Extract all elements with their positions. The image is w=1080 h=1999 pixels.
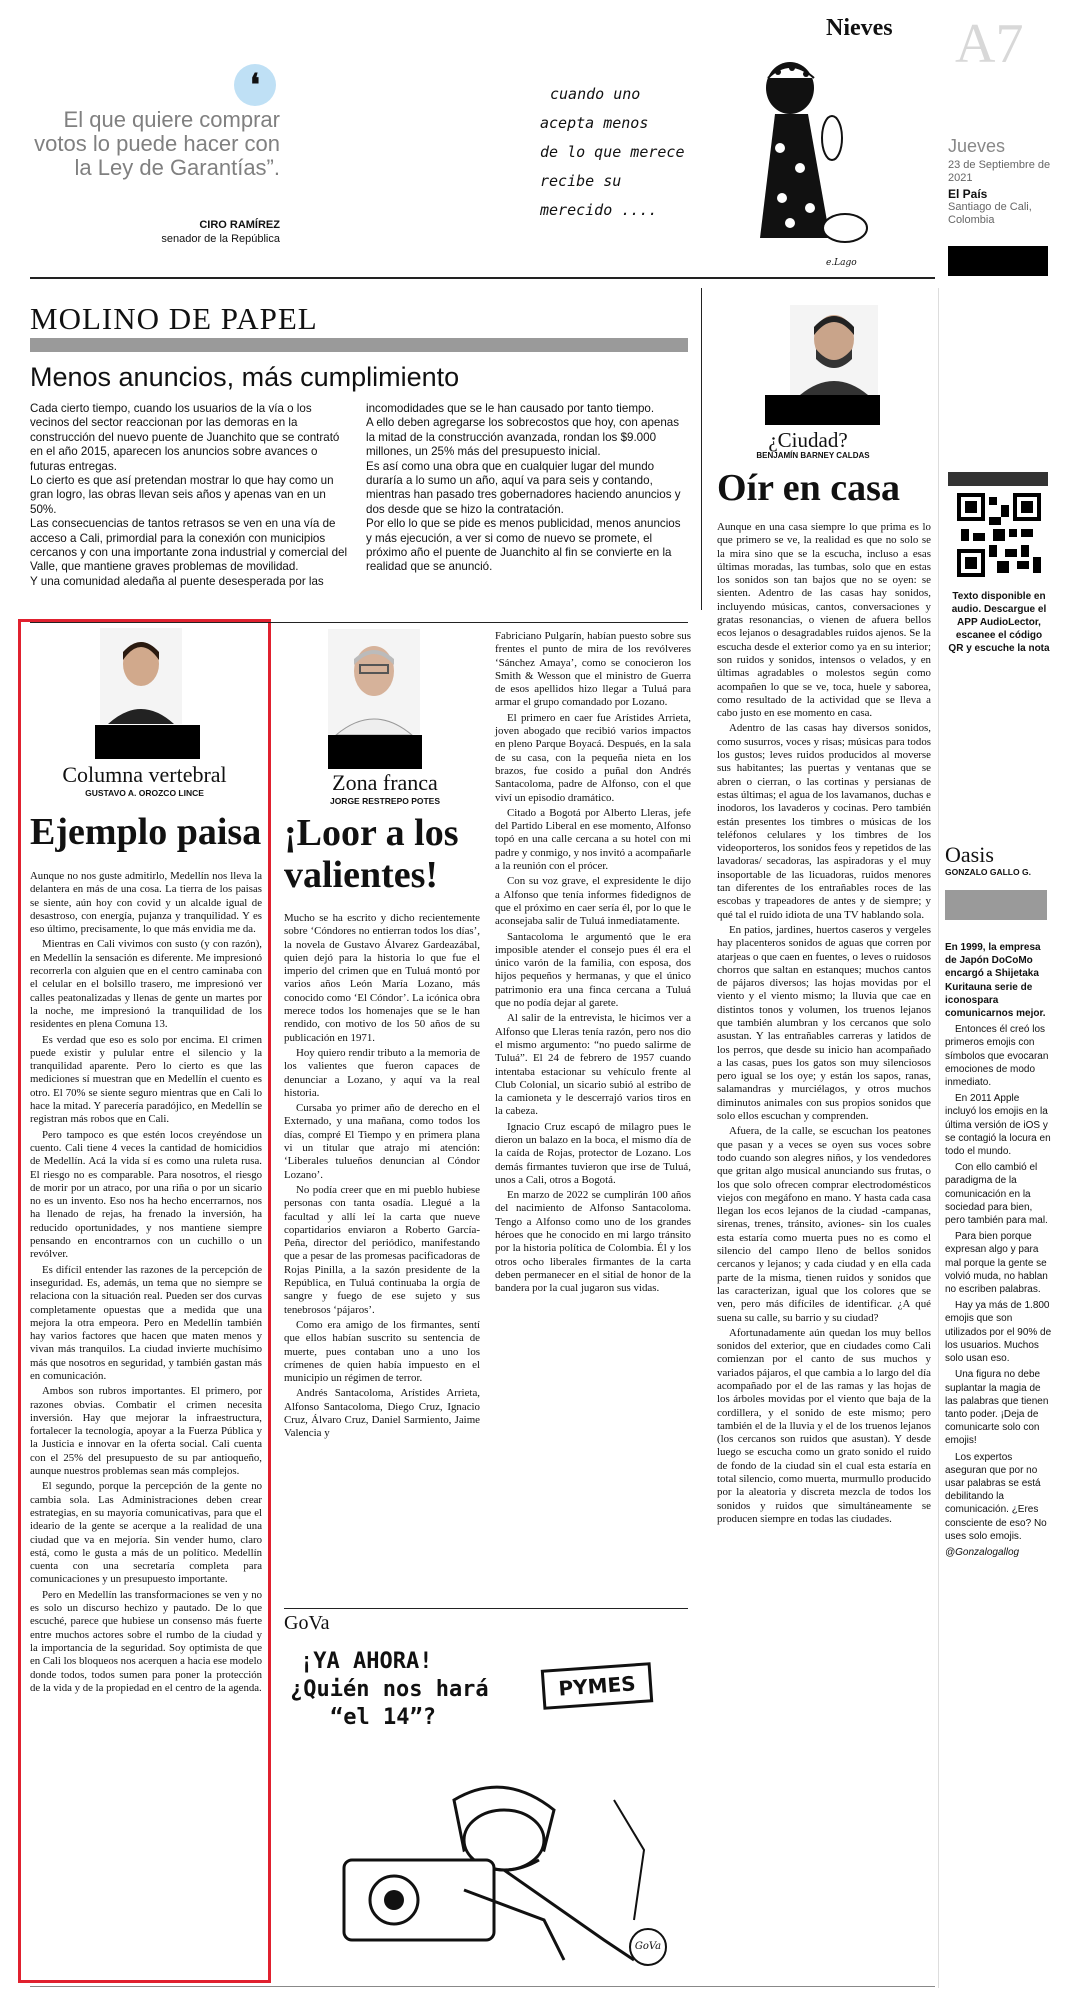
gova-signature: GoVa (629, 1928, 667, 1966)
audio-black-bar (948, 472, 1048, 486)
editorial-col1: Cada cierto tiempo, cuando los usuarios de la vía o los vecinos del sector reaccionan por las demoras en la construcción del nuevo puente de Juanchito que se contrató en el año 2015, aparecen los anuncios sobre avances o futuras entregas. Lo cierto es que así pretendan mostrar lo que hay como un gran logro, las obras llevan seis años y apenas van en un 50%. Las consecuencias de tantos retrasos se ven en una vía de acceso a Cali, primordial para la conexión con municipios cercanos y con una importante zona industrial y comercial del Valle, que mantiene graves problemas de movilidad. Y una comunidad aledaña al puente desesperada por las (30, 402, 348, 588)
zona-author: JORGE RESTREPO POTES (329, 796, 441, 806)
gray-bar (30, 338, 688, 352)
column-divider (938, 288, 939, 1988)
audio-note: Texto disponible en audio. Descargue el APP AudioLector, escanee el código QR y escuche la nota (948, 591, 1050, 654)
gova-bubble: ¡YA AHORA! ¿Quién nos hará “el 14”? (290, 1649, 489, 1730)
author-photo-bar (765, 395, 880, 425)
quote-icon: ❛ (234, 64, 276, 106)
zona-kicker: Zona franca (332, 770, 438, 795)
section-title: MOLINO DE PAPEL (30, 301, 318, 336)
editorial-col2: incomodidades que se le han causado por tanto tiempo. A ello deben agregarse los sobrecostos que hoy, con apenas la mitad de la construcción avanzada, rondan los $9.000 millones, un 25% más del presupuesto inicial. Es así como una obra que en cualquier lugar del mundo duraría a lo sumo un año, aquí va para seis y contando, mientras han pasado tres gobernadores haciendo anuncios y dos desde que se hizo la contratación. Por ello lo que se pide es menos publicidad, menos anuncios y más ejecución, a ver si como de nuevo se promete, el próximo año el puente de Juanchito al fin se convierte en la realidad que se anunció. (366, 402, 681, 574)
columna-kicker: Columna vertebral (62, 762, 227, 787)
columna-headline: Ejemplo paisa (30, 811, 262, 853)
pymes-sign: PYMES (541, 1662, 654, 1710)
author-photo-restrepo (328, 629, 420, 735)
cartoon-rule (284, 1608, 688, 1609)
ciudad-author: BENJAMÍN BARNEY CALDAS (756, 451, 870, 460)
column-divider (701, 288, 702, 610)
ciudad-kicker: ¿Ciudad? (768, 428, 848, 452)
oasis-author: GONZALO GALLO G. (945, 867, 1031, 877)
author-photo-barney (790, 305, 878, 395)
date: 23 de Septiembre de 2021 (948, 159, 1051, 184)
gova-cartoon (284, 1640, 688, 1970)
zona-body-continued: Fabriciano Pulgarín, habían puesto sobre sus frentes el punto de mira de los revólveres ‘Sánchez Amaya’, como se conocieron los Smith & Wesson que el ministro de Guerra de esos apellidos hizo llegar a Tuluá para armar el grupo comandado por Lozano. El primero en caer fue Arístides Arrieta, joven abogado que recibió varios impactos en pleno Parque Boyacá. Después, en la sala de su casa, con la pequeña nieta en los brazos, fue cosido a puñal don Andrés Santacoloma, padre de Alfonso, con el que viví un episodio dramático. Citado a Bogotá por Alberto Lleras, jefe del Partido Liberal en ese momento, Alfonso topó en una calle cercana a su hotel con mi padre y conmigo, y nos invitó a acompañarle a la reunión con el prócer. Con su voz grave, el expresidente le dijo a Alfonso que tenía informes fidedignos de que el próximo en caer sería él, por lo que le aconsejaba salir de Tuluá inmediatamente. Santacoloma le argumentó que le era imposible atender el consejo pues él era el único varón de la familia, con esposa, dos hijos pequeños y hermanas, y que el único patrimonio era una finca cercana a Tuluá que no podía dejar al garete. Al salir de la entrevista, le hicimos ver a Alfonso que Lleras tenía razón, pero nos dio el mismo argumento: “no puedo salirme de Tuluá”. El 24 de febrero de 1957 cuando intentaba estacionar su vehículo frente al Club Colonial, un sicario subió al estribo de la camioneta y le descerrajó varios tiros en la cabeza. Ignacio Cruz escapó de milagro pues le dieron un balazo en la boca, el mismo día de la caída de Rojas, protector de Lozano. Los demás firmantes tuvieron que irse de Tuluá, unos a Cali, otros a Bogotá. En marzo de 2022 se cumplirán 100 años del nacimiento de Alfonso Santacoloma. Tengo a Alfonso como uno de los grandes héroes que he conocido en mi largo tránsito por la historia política de Colombia. Él y los otros ocho liberales firmantes de la carta deben permanecer en el sitial de honor de la bandera por la cual jugaron sus vidas. (495, 630, 691, 1295)
portrait-icon (100, 628, 182, 724)
author-photo-orozco (100, 628, 182, 724)
oasis-gray-bar (945, 890, 1047, 920)
header-black-bar (948, 246, 1048, 276)
gova-illustration (304, 1740, 674, 1965)
portrait-icon (790, 305, 878, 395)
gova-title: GoVa (284, 1612, 330, 1634)
oasis-kicker: Oasis (945, 842, 994, 867)
author-photo-bar (328, 735, 422, 769)
quote-author: CIRO RAMÍREZ (199, 219, 280, 231)
city: Santiago de Cali, Colombia (948, 201, 1032, 226)
header-rule (30, 277, 935, 279)
day: Jueves (948, 136, 1006, 156)
ciudad-headline: Oír en casa (717, 467, 900, 509)
columna-author: GUSTAVO A. OROZCO LINCE (85, 788, 204, 798)
columna-body: Aunque no nos guste admitirlo, Medellín nos lleva la delantera en más de una cosa. La tierra de los paisas se siente, aún hoy con covid y un alcalde igual de desastroso, con energía, pujanza y tranquilidad. Y es eso último, precisamente, lo que más envidia me da. Mientras en Cali vivimos con susto (y con razón), en Medellín la sensación es diferente. Me impresionó recorrerla con alguien que en el centro caminaba con el celular en el bolsillo trasero, me impresionó ver calles peatonalizadas y llenas de gente un martes por la noche, me impresionó la tranquilidad de los residentes en plena Comuna 13. Es verdad que eso es solo por encima. El crimen puede existir y pulular entre el silencio y la tranquilidad aparente. Pero lo cierto es que las mediciones sí muestran que en Medellín el cuento es otro. El 70% se siente seguro mientras que en Cali lo hace la mitad. Y parecería paradójico, en Medellín se registran más robos que en Cali. Pero tampoco es que estén locos creyéndose un cuento. Cali tiene 4 veces la cantidad de homicidios de Medellín. Acá la vida sí es como una ruleta rusa. El riesgo no es comparable. Para nosotros, el riesgo de morir por un atraco, por una riña o por un sicario no es un invento. Eso nos ha hecho encerrarnos, nos ha llenado de rejas, ha frenado la inversión, ha reducido oportunidades, y nos mantiene siempre pensando en encontrarnos con un cuchillo o un revólver. Es difícil entender las razones de la percepción de inseguridad. Es, además, un tema que no siempre se relaciona con la situación real. Pueden ser dos curvas completamente opuestas que a medida que una mejora la otra empeora. Pero en Medellín también hay varios factores que hacen que maten menos y vivan más tranquilos. La ciudad invierte muchísimo más que nosotros en seguridad, y también gastan más en comunicación. Ambos son rubros importantes. El primero, por razones obvias. Combatir el crimen necesita inversión. Hay que mejorar la infraestructura, fortalecer la tecnología, apoyar a la Fuerza Pública y la Justicia e innovar en la oferta social. Cali cuenta con el 25% del presupuesto de su par antioqueño, aunque nuestros problemas sean más complejos. El segundo, porque la percepción de la gente no cambia sola. Las Administraciones deben crear estrategias, en su mayoría comunicativas, para que el ideario de la gente se acerque a la realidad de una ciudad que va en mejoría. Sin vender humo, claro está, como le gusta a más de un político. Medellín cuenta con una secretaría completa para comunicaciones y un presupuesto importante. Pero en Medellín las transformaciones se ven y no es solo un discurso hechizo y pautado. De lo que escuché, parece que hubiese un consenso más fuerte entre muchos actores sobre el rumbo de la ciudad y la importancia de la seguridad. Soy optimista de que en Cali los bloqueos nos acerquen a hacia ese modelo donde todos, todos sumen para poner la protección de la vida y de la propiedad en el centro de la agenda. (30, 870, 262, 1694)
cartoon-illustration (720, 38, 870, 278)
paper-name: El País (948, 187, 988, 201)
portrait-icon (328, 629, 420, 735)
cartoon-text: cuando uno acepta menos de lo que merece recibe su merecido .... (540, 85, 685, 219)
cartoon-signature: e.Lago (826, 258, 857, 268)
bottom-rule (30, 1986, 935, 1987)
ciudad-body: Aunque en una casa siempre lo que prima es lo que primero se ve, la realidad es que no solo se la mira sino que se la escucha, incluso a esas últimas moradas, las tumbas, solo que en estas los sonidos son tan bajos que no se oyen: se sienten. Adentro de las casas hay sonidos, incluyendo músicas, cantos, conversaciones y gratas resonancias, o vienen de afuera bellos ecos lejanos o desagradables ruidos ajenos. Se la escucha desde el exterior como ya en su interior; son ruidos y sonidos, intensos o velados, y en últimas agradables o molestos según como acompañen lo que se ve, toca, huele y saborea, como resultado de la actividad que se lleva a cabo justo en ese momento en casa. Adentro de las casas hay diversos sonidos, como susurros, voces y risas; músicas para todos los gustos; leves ruidos producidos al moverse sus habitantes; las puertas y ventanas que se abren o cierran, o las cortinas y persianas de estas últimas; el agua de los lavamanos, duchas e inodoros, los lavaderos y cocinas. Pero también están presentes los timbres o músicas de los teléfonos celulares y los timbres de los videoporteros, los sonidos feos y repetidos de las lavadoras/ secadoras, las aspiradoras y el muy insoportable de las licuadoras, ruidos menores tan diferentes de los entrañables roces de las escobas y trapeadores de antes y de siempre; y qué tal el ruido idiota de una TV hablando sola. En patios, jardines, huertos caseros y vergeles hay placenteros sonidos de aguas que corren por atarjeas o que caen en fuentes, o leves o ruidosos chorros que saltan en estanques; muchos cantos de pájaros diversos; las hojas movidas por el viento y el viento mismo; la lluvia que cae en distintos tonos y volumen, los truenos lejanos que también alumbran y los cercanos que solo asustan. Y las entrañables carreras y latidos de los perros, que desde su inicio han acompañado a las casas, pues los gatos son muy silenciosos pero igual se los oye; y están los sapos, ranas, salamandras y murciélagos, y otros muchos diminutos animales con sus propios sonidos que solo ellos escuchan y comprenden. Afuera, de la calle, se escuchan los peatones que pasan y a veces se oyen sus voces sobre todo cuando son alegres niños, y los vendedores que gritan algo musical anunciando sus frutas, o los que solo ofrecen comprar electrodomésticos viejos con megáfono en mano. Y hasta cada casa llegan los ecos lejanos de la ciudad -campanas, sirenas, trenes, tránsito, aviones- sin los cuales esta estaría como muerta pues no es como el silencio del campo lleno de bellos sonidos cercanos y lejanos; y cada ciudad y en ella cada parte de la misma, tienen ruidos y sonidos que las caracterizan, igual que los colores que se ven, pero más difíciles de identificar. ¿A qué suena su calle, su barrio y su ciudad? Afortunadamente aún quedan los muy bellos sonidos del exterior, que en ciudades como Cali comienzan por el canto de sus muchos y variados pájaros, el que cambia a lo largo del día acompañado por el de las ramas y las hojas de los árboles movidas por el viento que baja de la cordillera, y el sonido de este mismo; pero también el de la lluvia y el de los truenos lejanos (los cercanos son ruidos que asustan). Y desde luego se escucha como un grato sonido el ruido de fondo de la ciudad sin el cual esta estaría en total silencio, como muerta, murmullo producido por la aleatoria y discreta mezcla de todos los sonidos y ruidos que simultáneamente se producen siempre en todas las ciudades. (717, 521, 931, 1525)
editorial-headline: Menos anuncios, más cumplimiento (30, 362, 460, 392)
page-number: A7 (955, 13, 1024, 75)
qr-code-icon[interactable] (957, 493, 1041, 577)
pull-quote: El que quiere comprar votos lo puede hacer con la Ley de Garantías”. (34, 107, 280, 180)
cartoon-title: Nieves (826, 15, 893, 41)
author-photo-bar (95, 725, 200, 759)
zona-headline: ¡Loor a los valientes! (284, 812, 459, 896)
oasis-body: En 1999, la empresa de Japón DoCoMo encargó a Shijetaka Kuritauna serie de iconospara comunicarnos mejor. Entonces él creó los primeros emojis con símbolos que evocaran emociones de modo inmediato. En 2011 Apple incluyó los emojis en la última versión de iOS y se contagió la locura en todo el mundo. Con ello cambió el paradigma de la comunicación en la sociedad para bien, pero también para mal. Para bien porque expresan algo y para mal porque la gente se volvió muda, no hablan no escriben palabras. Hay ya más de 1.800 emojis que son utilizados por el 90% de los usuarios. Muchos solo usan eso. Una figura no debe suplantar la magia de las palabras que tienen tanto poder. ¡Deja de comunicarte solo con emojis! Los expertos aseguran que por no usar palabras se está debilitando la comunicación. ¿Eres consciente de eso? No uses solo emojis. @Gonzalogallog (945, 942, 1052, 1558)
section-rule (30, 622, 688, 623)
quote-role: senador de la República (161, 233, 280, 245)
zona-body: Mucho se ha escrito y dicho recientemente sobre ‘Cóndores no entierran todos los días’, la novela de Gustavo Álvarez Gardeazábal, quien dejó para la historia lo que fue el imperio del crimen que en Tuluá montó por varios años León María Lozano, más conocido como ‘El Cóndor’. La icónica obra merece todos los homenajes que se le han rendido, con motivo de los 50 años de su publicación en 1971. Hoy quiero rendir tributo a la memoria de los valientes que fueron capaces de denunciar a Lozano, y aquí va la real historia. Cursaba yo primer año de derecho en el Externado, y una mañana, como todos los días, compré El Tiempo y en primera plana vi un titular que atrajo mi atención: ‘Liberales tulueños denuncian al Cóndor Lozano’. No podía creer que en mi pueblo hubiese personas con tanta osadía. Llegué a la facultad y allí leí la carta que nueve copartidarios enviaron a Roberto García-Peña, director del periódico, manifestando que a pesar de las promesas pacificadoras de Rojas Pinilla, a la sazón presidente de la República, en Tuluá continuaba la orgía de sangre y fuego de ese sujeto y sus tenebrosos ‘pájaros’. Como era amigo de los firmantes, sentí que ellos habían suscrito su sentencia de muerte, pues contaban uno a uno los crímenes de quien había impuesto en el municipio un régimen de terror. Andrés Santacoloma, Arístides Arrieta, Alfonso Santacoloma, Diego Cruz, Ignacio Cruz, Álvaro Cruz, Daniel Sarmiento, Jaime Valencia y (284, 912, 480, 1440)
